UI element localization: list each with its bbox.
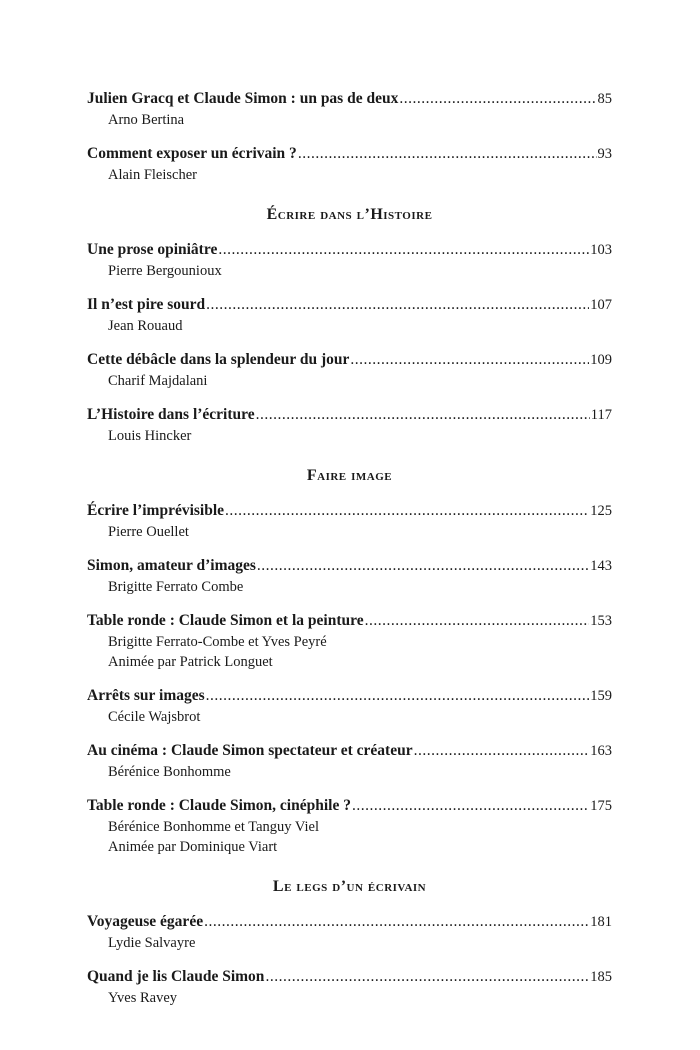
page-number: 159 xyxy=(590,688,612,704)
entry-author: Pierre Bergounioux xyxy=(108,263,222,279)
toc-entry-title-line xyxy=(87,911,612,933)
entry-author: Yves Ravey xyxy=(108,990,178,1006)
toc-entry-title-line xyxy=(87,555,612,577)
toc-entry[interactable] xyxy=(87,143,612,185)
page-number: 143 xyxy=(590,558,612,574)
page-number: 175 xyxy=(590,798,612,814)
entry-title: Table ronde : Claude Simon, cinéphile ? xyxy=(87,797,351,814)
entry-title: Au cinéma : Claude Simon spectateur et créateur xyxy=(87,742,413,759)
page-number: 185 xyxy=(590,969,612,985)
toc-entry[interactable] xyxy=(87,966,612,1008)
section-heading: Faire image xyxy=(306,467,393,484)
dot-leader xyxy=(206,685,590,706)
entry-author: Alain Fleischer xyxy=(108,167,197,183)
page-number: 153 xyxy=(590,613,612,629)
toc-entry[interactable] xyxy=(87,349,612,391)
dot-leader xyxy=(365,610,590,631)
dot-leader xyxy=(399,88,596,109)
page-number: 117 xyxy=(590,407,612,423)
toc-entry[interactable] xyxy=(87,795,612,857)
toc-entry-title-line xyxy=(87,88,612,110)
toc-entry[interactable] xyxy=(87,610,612,672)
entry-title: L’Histoire dans l’écriture xyxy=(87,406,255,423)
entry-author: Animée par Patrick Longuet xyxy=(108,654,273,670)
dot-leader xyxy=(350,349,589,370)
page-number: 163 xyxy=(590,743,612,759)
toc-entry-title-line xyxy=(87,740,612,762)
toc-entry-title-line xyxy=(87,966,612,988)
entry-author: Arno Bertina xyxy=(108,112,185,128)
entry-author: Animée par Dominique Viart xyxy=(108,839,278,855)
page-number: 109 xyxy=(590,352,612,368)
dot-leader xyxy=(256,404,590,425)
section-heading: Écrire dans l’Histoire xyxy=(266,206,433,223)
entry-title: Table ronde : Claude Simon et la peinture xyxy=(87,612,364,629)
dot-leader xyxy=(218,239,589,260)
entry-author: Lydie Salvayre xyxy=(108,935,196,951)
toc-entry[interactable] xyxy=(87,555,612,597)
entry-title: Voyageuse égarée xyxy=(87,913,204,930)
page-number: 181 xyxy=(590,914,612,930)
page-number: 85 xyxy=(597,91,612,107)
toc-entry-title-line xyxy=(87,795,612,817)
entry-author: Louis Hincker xyxy=(108,428,192,444)
entry-author: Brigitte Ferrato Combe xyxy=(108,579,244,595)
toc-entry-title-line xyxy=(87,610,612,632)
entry-title: Julien Gracq et Claude Simon : un pas de deux xyxy=(87,90,399,107)
entry-title: Arrêts sur images xyxy=(87,687,205,704)
toc-entry-title-line xyxy=(87,500,612,522)
dot-leader xyxy=(352,795,589,816)
toc-entry[interactable] xyxy=(87,88,612,130)
toc-entry[interactable] xyxy=(87,740,612,782)
entry-author: Pierre Ouellet xyxy=(108,524,189,540)
entry-author: Jean Rouaud xyxy=(108,318,183,334)
toc-entry[interactable] xyxy=(87,911,612,953)
section-heading: Le legs d’un écrivain xyxy=(272,878,427,895)
entry-author: Bérénice Bonhomme xyxy=(108,764,231,780)
page-number: 103 xyxy=(590,242,612,258)
page-number: 93 xyxy=(597,146,612,162)
entry-title: Simon, amateur d’images xyxy=(87,557,256,574)
entry-title: Comment exposer un écrivain ? xyxy=(87,145,297,162)
toc-entry-title-line xyxy=(87,349,612,371)
table-of-contents xyxy=(87,88,612,1021)
dot-leader xyxy=(225,500,589,521)
page-number: 107 xyxy=(590,297,612,313)
toc-entry-title-line xyxy=(87,143,612,165)
toc-entry-title-line xyxy=(87,685,612,707)
toc-entry[interactable] xyxy=(87,685,612,727)
dot-leader xyxy=(257,555,589,576)
dot-leader xyxy=(204,911,589,932)
entry-title: Une prose opiniâtre xyxy=(87,241,218,258)
toc-entry[interactable] xyxy=(87,239,612,281)
dot-leader xyxy=(265,966,589,987)
dot-leader xyxy=(414,740,590,761)
toc-entry-title-line xyxy=(87,294,612,316)
dot-leader xyxy=(206,294,589,315)
entry-author: Charif Majdalani xyxy=(108,373,208,389)
entry-title: Il n’est pire sourd xyxy=(87,296,206,313)
toc-entry[interactable] xyxy=(87,294,612,336)
entry-title: Cette débâcle dans la splendeur du jour xyxy=(87,351,350,368)
dot-leader xyxy=(298,143,597,164)
toc-entry-title-line xyxy=(87,404,612,426)
page-number: 125 xyxy=(590,503,612,519)
toc-entry[interactable] xyxy=(87,404,612,446)
entry-title: Quand je lis Claude Simon xyxy=(87,968,265,985)
entry-author: Cécile Wajsbrot xyxy=(108,709,201,725)
toc-entry[interactable] xyxy=(87,500,612,542)
entry-title: Écrire l’imprévisible xyxy=(87,502,225,519)
entry-author: Bérénice Bonhomme et Tanguy Viel xyxy=(108,819,320,835)
entry-author: Brigitte Ferrato-Combe et Yves Peyré xyxy=(108,634,327,650)
toc-entry-title-line xyxy=(87,239,612,261)
